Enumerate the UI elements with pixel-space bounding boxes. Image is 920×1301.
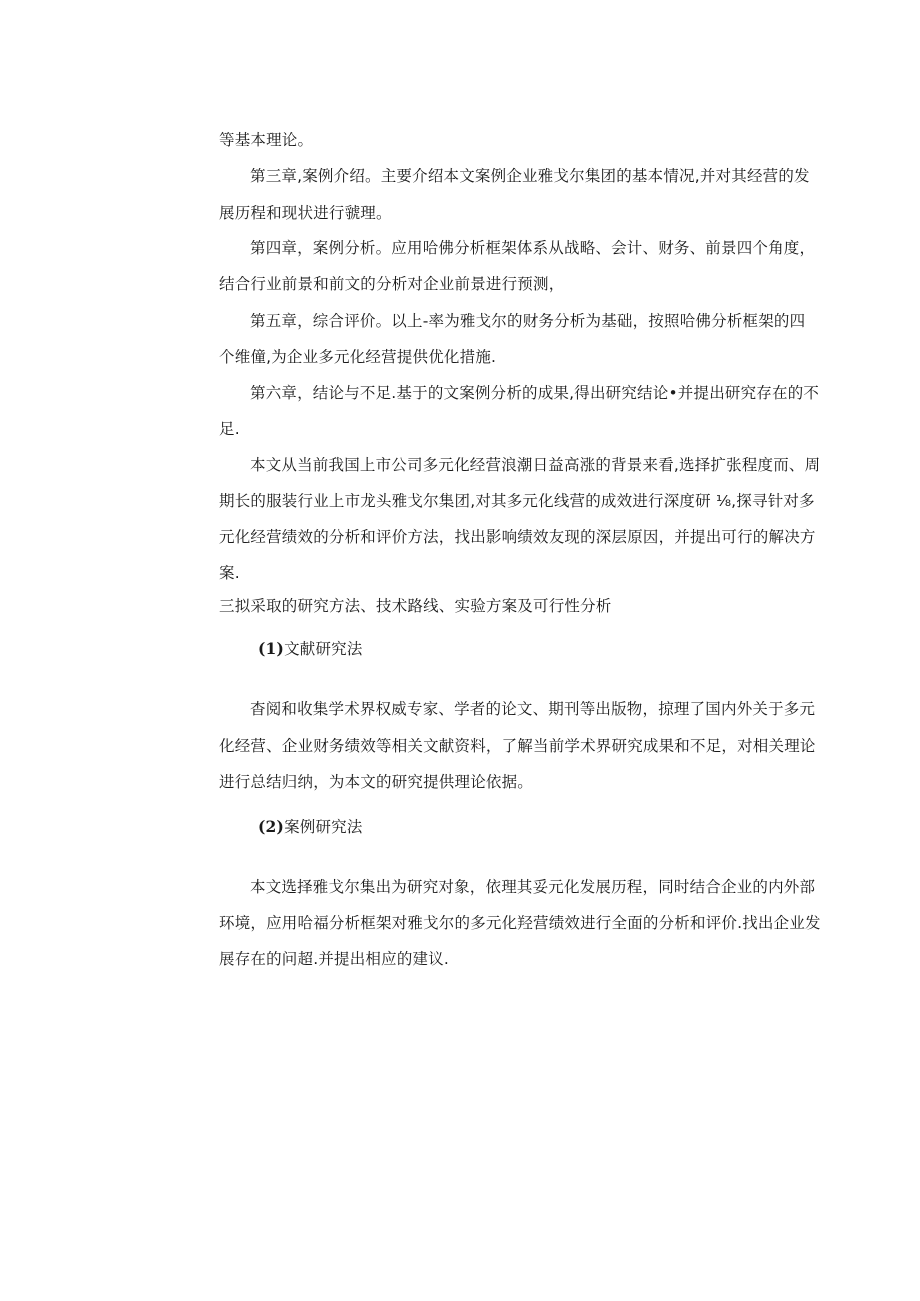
paragraph-line: 案. xyxy=(219,564,240,582)
method-number: (2) xyxy=(258,817,285,836)
paragraph-line: 展存在的问超.并提出相应的建议. xyxy=(219,950,450,968)
paragraph-line: 展历程和现状进行虢理。 xyxy=(219,204,392,222)
paragraph-line: 第六章，结论与不足.基于的文案例分析的成果,得出研究结论•并提出研究存在的不 xyxy=(250,384,820,402)
method-number: (1) xyxy=(258,639,285,658)
section-heading: 三拟采取的研究方法、技术路线、实验方案及可行性分析 xyxy=(219,597,612,615)
paragraph-line: 化经营、企业财务绩效等相关文献资料，了解当前学术界研究成果和不足，对相关理论 xyxy=(219,737,816,755)
paragraph-line: 第三章,案例介绍。主要介绍本文案例企业雅戈尔集团的基本情况,并对其经营的发 xyxy=(250,167,810,185)
paragraph-line: 结合行业前景和前文的分析对企业前景进行预测， xyxy=(219,275,565,293)
paragraph-line: 个维僮,为企业多元化经营提供优化措施. xyxy=(219,348,497,366)
method-title: 案例研究法 xyxy=(284,818,363,836)
paragraph-line: 进行总结归纳，为本文的研究提供理论依据。 xyxy=(219,773,534,791)
paragraph-line: 第五章，综合评价。以上-率为雅戈尔的财务分析为基础，按照哈佛分析框架的四 xyxy=(250,312,806,330)
method-heading xyxy=(258,639,363,659)
paragraph-line: 本文从当前我国上市公司多元化经营浪潮日益高涨的背景来看,选择扩张程度而、周 xyxy=(250,456,821,474)
method-heading xyxy=(258,817,363,837)
paragraph-line: 环境，应用哈福分析框架对雅戈尔的多元化羟营绩效进行全面的分析和评价.找出企业发 xyxy=(219,914,821,932)
paragraph-line: 杳阅和收集学术界权威专家、学者的论文、期刊等出版物，掠理了国内外关于多元 xyxy=(250,700,816,718)
paragraph-line: 第四章，案例分析。应用哈佛分析框架体系从战略、会计、财务、前景四个角度， xyxy=(250,239,816,257)
paragraph-line: 期长的服装行业上市龙头雅戈尔集团,对其多元化线营的成效进行深度研 ⅛,探寻针对多 xyxy=(219,492,815,510)
method-title: 文献研究法 xyxy=(284,640,363,658)
paragraph-line: 足. xyxy=(219,420,240,438)
paragraph-line: 元化经营绩效的分析和评价方法，找出影响绩效友现的深层原因，并提出可行的解决方 xyxy=(219,528,816,546)
paragraph-line: 本文选择雅戈尔集出为研究对象，依理其妥元化发展历程，同时结合企业的内外部 xyxy=(250,878,816,896)
paragraph-line: 等基本理论。 xyxy=(219,131,314,149)
